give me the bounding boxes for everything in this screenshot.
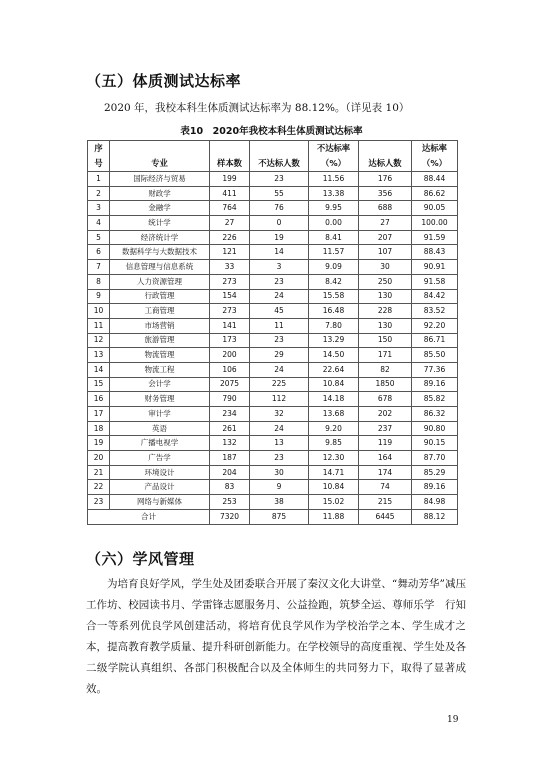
table-row xyxy=(88,436,458,451)
cell-no: 14 xyxy=(88,362,110,377)
cell-fail-rate: 9.95 xyxy=(309,201,359,216)
cell-pass: 228 xyxy=(359,304,412,319)
cell-no: 11 xyxy=(88,318,110,333)
header-fail-rate: 不达标率 （%） xyxy=(309,141,359,172)
cell-sample: 106 xyxy=(210,362,250,377)
cell-sample: 200 xyxy=(210,348,250,363)
cell-fail: 23 xyxy=(250,333,309,348)
cell-sample: 226 xyxy=(210,230,250,245)
cell-fail-rate: 13.38 xyxy=(309,186,359,201)
cell-fail: 0 xyxy=(250,216,309,231)
cell-major: 行政管理 xyxy=(110,289,210,304)
cell-pass-rate: 88.44 xyxy=(412,172,458,187)
cell-major: 产品设计 xyxy=(110,480,210,495)
header-pass-count: 达标人数 xyxy=(359,141,412,172)
table-row xyxy=(88,260,458,275)
cell-sample: 234 xyxy=(210,407,250,422)
cell-pass: 202 xyxy=(359,407,412,422)
cell-fail-rate: 9.85 xyxy=(309,436,359,451)
cell-major: 工商管理 xyxy=(110,304,210,319)
table-row xyxy=(88,230,458,245)
cell-fail-rate: 7.80 xyxy=(309,318,359,333)
cell-pass: 130 xyxy=(359,318,412,333)
cell-pass-rate: 91.59 xyxy=(412,230,458,245)
table-row xyxy=(88,362,458,377)
cell-no: 22 xyxy=(88,480,110,495)
cell-no: 2 xyxy=(88,186,110,201)
cell-fail-rate: 16.48 xyxy=(309,304,359,319)
cell-pass-rate: 77.36 xyxy=(412,362,458,377)
section-heading-physical-test: （五）体质测试达标率 xyxy=(86,72,242,90)
cell-pass-rate: 88.43 xyxy=(412,245,458,260)
cell-pass: 176 xyxy=(359,172,412,187)
cell-fail-rate: 14.71 xyxy=(309,465,359,480)
study-style-paragraph: 为培育良好学风，学生处及团委联合开展了秦汉文化大讲堂、“舞动芳华”减压工作坊、校园读书月、学雷锋志愿服务月、公益捡跑，筑梦全运、尊师乐学 行知合一等系列优良学风创建活动，将培育优良学风作为学校治学之本、学生成才之本，提高教育教学质量、提升科研创新能力。在学校领导的高度重视、学生处及各二级学院认真组织、各部门积极配合以及全体师生的共同努力下，取得了显著成效。 xyxy=(86,578,466,695)
table-header-row xyxy=(88,141,458,172)
table-row xyxy=(88,392,458,407)
table-row xyxy=(88,216,458,231)
cell-no: 8 xyxy=(88,274,110,289)
cell-major: 国际经济与贸易 xyxy=(110,172,210,187)
cell-major: 数据科学与大数据技术 xyxy=(110,245,210,260)
cell-no: 23 xyxy=(88,495,110,510)
cell-sample: 764 xyxy=(210,201,250,216)
table-row xyxy=(88,274,458,289)
table-row xyxy=(88,465,458,480)
cell-fail: 55 xyxy=(250,186,309,201)
cell-sample: 411 xyxy=(210,186,250,201)
cell-fail-rate: 14.50 xyxy=(309,348,359,363)
cell-pass: 74 xyxy=(359,480,412,495)
cell-pass-rate: 90.80 xyxy=(412,421,458,436)
cell-sample: 132 xyxy=(210,436,250,451)
cell-major: 会计学 xyxy=(110,377,210,392)
cell-fail-rate: 11.56 xyxy=(309,172,359,187)
cell-pass: 27 xyxy=(359,216,412,231)
cell-sample: 187 xyxy=(210,451,250,466)
cell-pass: 130 xyxy=(359,289,412,304)
cell-pass-rate: 89.16 xyxy=(412,480,458,495)
cell-fail: 112 xyxy=(250,392,309,407)
cell-pass-rate: 84.42 xyxy=(412,289,458,304)
cell-no: 12 xyxy=(88,333,110,348)
cell-no: 17 xyxy=(88,407,110,422)
cell-fail: 14 xyxy=(250,245,309,260)
cell-sample: 154 xyxy=(210,289,250,304)
cell-major: 经济统计学 xyxy=(110,230,210,245)
cell-pass: 1850 xyxy=(359,377,412,392)
total-fail-rate: 11.88 xyxy=(309,509,359,524)
table-row xyxy=(88,407,458,422)
cell-no: 6 xyxy=(88,245,110,260)
cell-sample: 261 xyxy=(210,421,250,436)
cell-pass-rate: 90.05 xyxy=(412,201,458,216)
cell-major: 金融学 xyxy=(110,201,210,216)
cell-fail-rate: 8.41 xyxy=(309,230,359,245)
cell-pass-rate: 89.16 xyxy=(412,377,458,392)
cell-pass-rate: 92.20 xyxy=(412,318,458,333)
cell-no: 10 xyxy=(88,304,110,319)
cell-pass: 30 xyxy=(359,260,412,275)
cell-fail-rate: 15.58 xyxy=(309,289,359,304)
cell-fail: 24 xyxy=(250,289,309,304)
cell-no: 3 xyxy=(88,201,110,216)
cell-fail-rate: 12.30 xyxy=(309,451,359,466)
table-caption: 表10 2020年我校本科生体质测试达标率 xyxy=(180,126,363,137)
cell-fail-rate: 10.84 xyxy=(309,377,359,392)
table-row xyxy=(88,289,458,304)
cell-pass: 356 xyxy=(359,186,412,201)
cell-pass: 215 xyxy=(359,495,412,510)
cell-no: 18 xyxy=(88,421,110,436)
cell-pass-rate: 87.70 xyxy=(412,451,458,466)
total-pass-rate: 88.12 xyxy=(412,509,458,524)
cell-pass: 164 xyxy=(359,451,412,466)
header-major: 专业 xyxy=(110,141,210,172)
cell-major: 物流工程 xyxy=(110,362,210,377)
cell-major: 统计学 xyxy=(110,216,210,231)
cell-major: 信息管理与信息系统 xyxy=(110,260,210,275)
physical-test-table xyxy=(87,140,458,525)
header-sample: 样本数 xyxy=(210,141,250,172)
cell-pass-rate: 90.91 xyxy=(412,260,458,275)
cell-sample: 141 xyxy=(210,318,250,333)
cell-major: 环境设计 xyxy=(110,465,210,480)
section-heading-study-style: （六）学风管理 xyxy=(86,550,195,568)
cell-fail: 24 xyxy=(250,421,309,436)
cell-fail-rate: 13.29 xyxy=(309,333,359,348)
cell-sample: 121 xyxy=(210,245,250,260)
cell-fail: 3 xyxy=(250,260,309,275)
cell-pass: 150 xyxy=(359,333,412,348)
cell-fail-rate: 14.18 xyxy=(309,392,359,407)
cell-pass: 82 xyxy=(359,362,412,377)
header-fail-count: 不达标人数 xyxy=(250,141,309,172)
cell-pass-rate: 83.52 xyxy=(412,304,458,319)
cell-sample: 27 xyxy=(210,216,250,231)
cell-pass: 171 xyxy=(359,348,412,363)
cell-major: 旅游管理 xyxy=(110,333,210,348)
cell-pass-rate: 86.62 xyxy=(412,186,458,201)
intro-text: 2020 年，我校本科生体质测试达标率为 88.12%。（详见表 10） xyxy=(104,102,410,114)
cell-no: 15 xyxy=(88,377,110,392)
cell-sample: 273 xyxy=(210,304,250,319)
cell-no: 9 xyxy=(88,289,110,304)
table-row xyxy=(88,377,458,392)
cell-no: 13 xyxy=(88,348,110,363)
cell-fail: 38 xyxy=(250,495,309,510)
cell-major: 财政学 xyxy=(110,186,210,201)
cell-pass-rate: 100.00 xyxy=(412,216,458,231)
cell-pass: 250 xyxy=(359,274,412,289)
total-label: 合计 xyxy=(88,509,210,524)
cell-pass: 174 xyxy=(359,465,412,480)
cell-fail-rate: 22.64 xyxy=(309,362,359,377)
cell-pass-rate: 90.15 xyxy=(412,436,458,451)
cell-pass: 107 xyxy=(359,245,412,260)
cell-pass: 237 xyxy=(359,421,412,436)
cell-fail: 225 xyxy=(250,377,309,392)
table-row xyxy=(88,480,458,495)
cell-no: 20 xyxy=(88,451,110,466)
cell-fail: 19 xyxy=(250,230,309,245)
cell-sample: 173 xyxy=(210,333,250,348)
cell-fail: 32 xyxy=(250,407,309,422)
cell-fail-rate: 8.42 xyxy=(309,274,359,289)
cell-no: 1 xyxy=(88,172,110,187)
page-number: 19 xyxy=(447,715,459,725)
cell-pass-rate: 85.82 xyxy=(412,392,458,407)
table-row xyxy=(88,421,458,436)
cell-pass: 119 xyxy=(359,436,412,451)
cell-no: 21 xyxy=(88,465,110,480)
cell-major: 广告学 xyxy=(110,451,210,466)
cell-fail-rate: 13.68 xyxy=(309,407,359,422)
cell-fail-rate: 0.00 xyxy=(309,216,359,231)
cell-fail: 29 xyxy=(250,348,309,363)
cell-major: 市场营销 xyxy=(110,318,210,333)
cell-fail: 23 xyxy=(250,451,309,466)
cell-sample: 199 xyxy=(210,172,250,187)
table-row xyxy=(88,304,458,319)
cell-fail: 24 xyxy=(250,362,309,377)
cell-pass-rate: 85.50 xyxy=(412,348,458,363)
cell-fail-rate: 9.20 xyxy=(309,421,359,436)
cell-major: 网络与新媒体 xyxy=(110,495,210,510)
cell-fail: 11 xyxy=(250,318,309,333)
header-pass-rate: 达标率 （%） xyxy=(412,141,458,172)
table-row xyxy=(88,245,458,260)
table-row xyxy=(88,172,458,187)
table-row xyxy=(88,348,458,363)
cell-no: 7 xyxy=(88,260,110,275)
cell-fail: 45 xyxy=(250,304,309,319)
cell-fail-rate: 10.84 xyxy=(309,480,359,495)
table-row xyxy=(88,201,458,216)
cell-pass-rate: 86.32 xyxy=(412,407,458,422)
cell-pass: 207 xyxy=(359,230,412,245)
cell-major: 审计学 xyxy=(110,407,210,422)
table-row xyxy=(88,333,458,348)
cell-fail: 23 xyxy=(250,172,309,187)
cell-sample: 83 xyxy=(210,480,250,495)
total-pass: 6445 xyxy=(359,509,412,524)
cell-pass: 688 xyxy=(359,201,412,216)
cell-pass-rate: 85.29 xyxy=(412,465,458,480)
cell-sample: 790 xyxy=(210,392,250,407)
total-fail: 875 xyxy=(250,509,309,524)
cell-fail-rate: 11.57 xyxy=(309,245,359,260)
cell-no: 16 xyxy=(88,392,110,407)
total-sample: 7320 xyxy=(210,509,250,524)
cell-major: 广播电视学 xyxy=(110,436,210,451)
cell-sample: 253 xyxy=(210,495,250,510)
cell-fail-rate: 9.09 xyxy=(309,260,359,275)
table-row xyxy=(88,495,458,510)
cell-pass: 678 xyxy=(359,392,412,407)
cell-fail: 13 xyxy=(250,436,309,451)
cell-sample: 33 xyxy=(210,260,250,275)
cell-fail: 23 xyxy=(250,274,309,289)
cell-no: 19 xyxy=(88,436,110,451)
cell-sample: 204 xyxy=(210,465,250,480)
cell-fail: 76 xyxy=(250,201,309,216)
cell-pass-rate: 84.98 xyxy=(412,495,458,510)
header-seq: 序 号 xyxy=(88,141,110,172)
table-row xyxy=(88,318,458,333)
cell-pass-rate: 86.71 xyxy=(412,333,458,348)
cell-major: 人力资源管理 xyxy=(110,274,210,289)
cell-major: 财务管理 xyxy=(110,392,210,407)
cell-fail-rate: 15.02 xyxy=(309,495,359,510)
cell-no: 4 xyxy=(88,216,110,231)
cell-sample: 273 xyxy=(210,274,250,289)
cell-fail: 30 xyxy=(250,465,309,480)
table-row xyxy=(88,451,458,466)
cell-major: 物流管理 xyxy=(110,348,210,363)
table-total-row xyxy=(88,509,458,524)
cell-fail: 9 xyxy=(250,480,309,495)
cell-no: 5 xyxy=(88,230,110,245)
cell-major: 英语 xyxy=(110,421,210,436)
cell-sample: 2075 xyxy=(210,377,250,392)
cell-pass-rate: 91.58 xyxy=(412,274,458,289)
table-row xyxy=(88,186,458,201)
